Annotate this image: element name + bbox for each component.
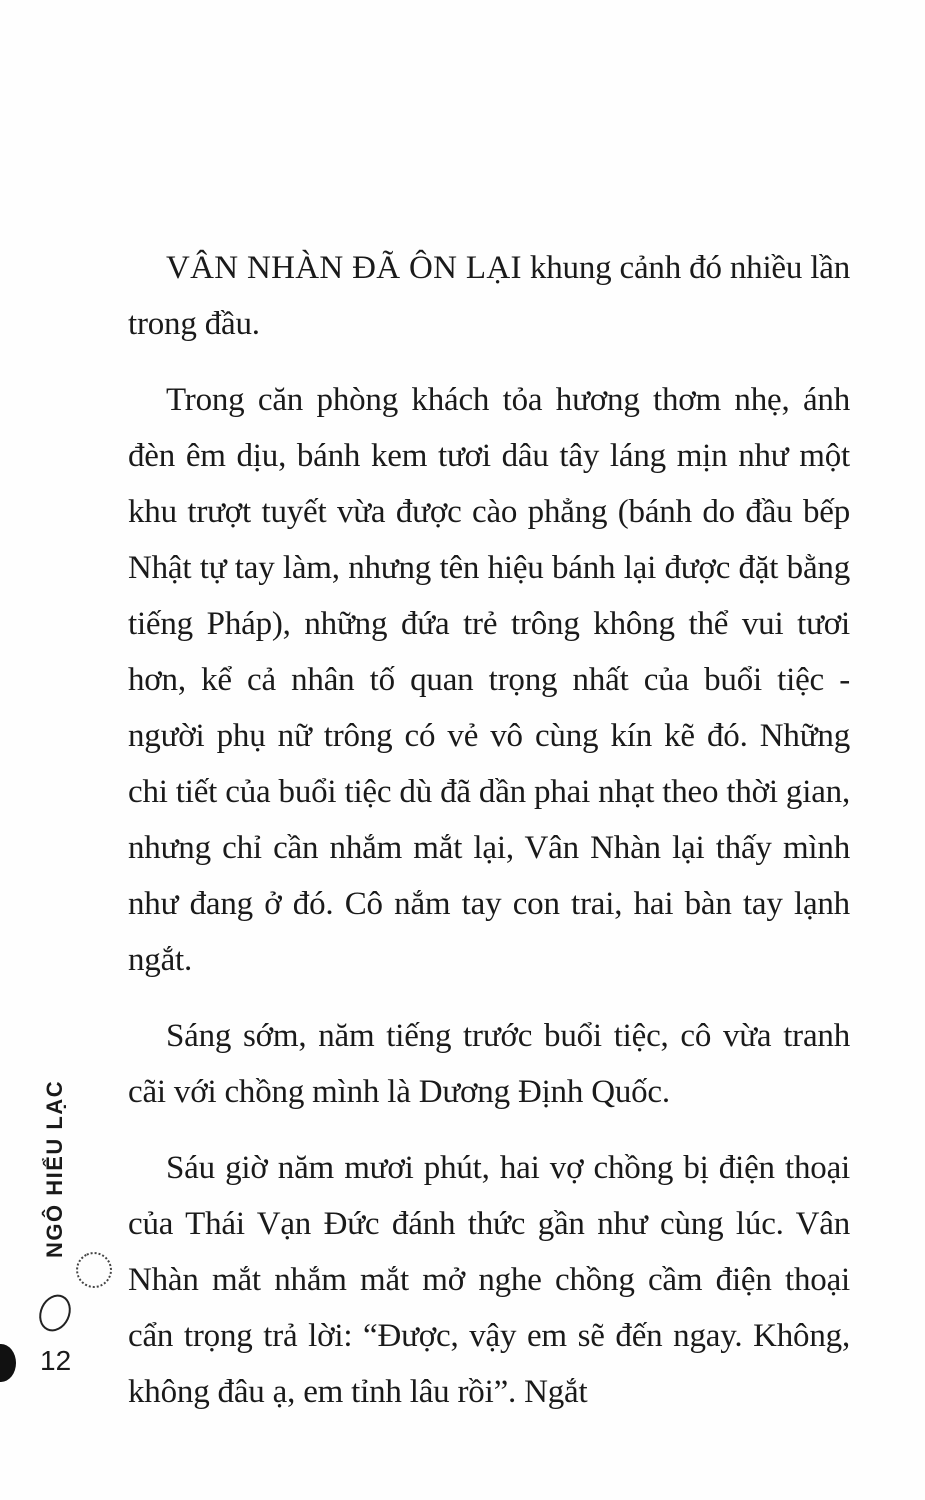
paragraph-2: Trong căn phòng khách tỏa hương thơm nhẹ, ánh đèn êm dịu, bánh kem tươi dâu tây láng mịn như một khu trượt tuyết vừa được cào phẳng (bánh do đầu bếp Nhật tự tay làm, nhưng tên hiệu bánh lại được đặt bằng tiếng Pháp), những đứa trẻ trông không thể vui tươi hơn, kể cả nhân tố quan trọng nhất của buổi tiệc - người phụ nữ trông có vẻ vô cùng kín kẽ đó. Những chi tiết của buổi tiệc dù đã dần phai nhạt theo thời gian, nhưng chỉ cần nhắm mắt lại, Vân Nhàn lại thấy mình như đang ở đó. Cô nắm tay con trai, hai bàn tay lạnh ngắt. xyxy=(128,382,850,978)
outline-circle-icon xyxy=(33,1289,76,1336)
body-text xyxy=(128,240,850,1440)
filled-dot-icon xyxy=(0,1344,16,1382)
paragraph-1 xyxy=(128,240,850,352)
paragraph-4: Sáu giờ năm mươi phút, hai vợ chồng bị điện thoại của Thái Vạn Đức đánh thức gần như cùng lúc. Vân Nhàn mắt nhắm mắt mở nghe chồng cầm điện thoại cẩn trọng trả lời: “Được, vậy em sẽ đến ngay. Không, không đâu ạ, em tỉnh lâu rồi”. Ngắt xyxy=(128,1150,850,1410)
chapter-lead-in: VÂN NHÀN ĐÃ ÔN LẠI xyxy=(166,250,522,286)
running-title: NGÔ HIỂU LẠC xyxy=(42,1079,67,1258)
paragraph-1-rest: khung cảnh đó nhiều lần trong đầu. xyxy=(128,250,851,342)
page-number: 12 xyxy=(40,1345,72,1376)
paragraph-3: Sáng sớm, năm tiếng trước buổi tiệc, cô vừa tranh cãi với chồng mình là Dương Định Quốc. xyxy=(128,1018,850,1110)
dotted-circle-icon xyxy=(70,1246,118,1294)
